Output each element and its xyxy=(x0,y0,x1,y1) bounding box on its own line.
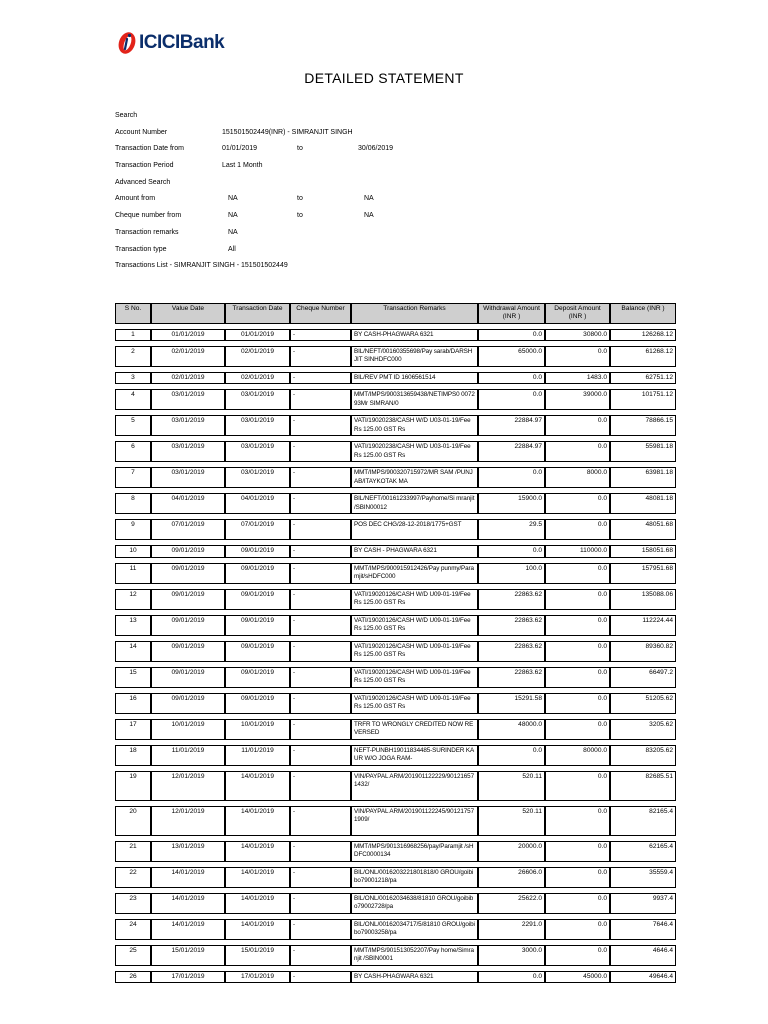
cell-balance: 48051.68 xyxy=(610,519,676,540)
cell-transaction-date: 02/01/2019 xyxy=(225,346,290,367)
amount-label: Amount from xyxy=(115,195,156,203)
cell-sno: 26 xyxy=(115,971,151,983)
cell-remarks: BY CASH-PHAGWARA 6321 xyxy=(351,329,478,341)
table-row xyxy=(115,329,676,341)
cell-sno: 21 xyxy=(115,841,151,862)
cell-deposit: 30800.0 xyxy=(545,329,610,341)
cell-withdrawal: 15900.0 xyxy=(478,493,545,514)
cell-remarks: VATI/19020238/CASH W/D U03-01-19/Fee Rs 125.00 GST Rs xyxy=(351,415,478,436)
cell-withdrawal: 0.0 xyxy=(478,389,545,410)
cell-sno: 4 xyxy=(115,389,151,410)
cell-value-date: 03/01/2019 xyxy=(151,415,225,436)
cell-deposit: 0.0 xyxy=(545,841,610,862)
cell-deposit: 0.0 xyxy=(545,493,610,514)
cell-cheque-number: - xyxy=(290,771,351,801)
table-row xyxy=(115,563,676,584)
table-row xyxy=(115,641,676,662)
cell-value-date: 14/01/2019 xyxy=(151,893,225,914)
cell-value-date: 09/01/2019 xyxy=(151,667,225,688)
cell-transaction-date: 02/01/2019 xyxy=(225,372,290,384)
cell-cheque-number: - xyxy=(290,589,351,610)
cell-transaction-date: 07/01/2019 xyxy=(225,519,290,540)
cell-balance: 9937.4 xyxy=(610,893,676,914)
col-header-withdrawal: Withdrawal Amount (INR ) xyxy=(478,303,545,324)
table-row xyxy=(115,346,676,367)
cell-balance: 101751.12 xyxy=(610,389,676,410)
cell-transaction-date: 09/01/2019 xyxy=(225,693,290,714)
cell-remarks: VATI/19020126/CASH W/D U09-01-19/Fee Rs 125.00 GST Rs xyxy=(351,589,478,610)
cell-cheque-number: - xyxy=(290,841,351,862)
advanced-search-label: Advanced Search xyxy=(115,178,171,186)
bank-name-suffix: Bank xyxy=(179,32,225,53)
cell-remarks: BY CASH - PHAGWARA 6321 xyxy=(351,545,478,557)
date-from-label: Transaction Date from xyxy=(115,145,184,153)
cell-transaction-date: 09/01/2019 xyxy=(225,563,290,584)
cell-withdrawal: 65000.0 xyxy=(478,346,545,367)
cell-withdrawal: 29.5 xyxy=(478,519,545,540)
cell-transaction-date: 03/01/2019 xyxy=(225,389,290,410)
cell-cheque-number: - xyxy=(290,745,351,766)
cell-sno: 19 xyxy=(115,771,151,801)
cell-transaction-date: 03/01/2019 xyxy=(225,467,290,488)
cell-sno: 15 xyxy=(115,667,151,688)
date-to-value: 30/06/2019 xyxy=(358,145,394,153)
cell-sno: 10 xyxy=(115,545,151,557)
cell-value-date: 09/01/2019 xyxy=(151,563,225,584)
cell-remarks: NEFT-PUNBH19011834485-SURINDER KAUR W/O JOGA RAM- xyxy=(351,745,478,766)
table-row xyxy=(115,545,676,557)
table-row xyxy=(115,771,676,801)
remarks-label: Transaction remarks xyxy=(115,228,179,236)
cell-balance: 89360.82 xyxy=(610,641,676,662)
col-header-deposit: Deposit Amount (INR ) xyxy=(545,303,610,324)
cell-deposit: 0.0 xyxy=(545,641,610,662)
cell-transaction-date: 14/01/2019 xyxy=(225,841,290,862)
cell-remarks: VATI/19020126/CASH W/D U09-01-19/Fee Rs 125.00 GST Rs xyxy=(351,693,478,714)
cell-balance: 135088.06 xyxy=(610,589,676,610)
cell-sno: 23 xyxy=(115,893,151,914)
cell-balance: 83205.62 xyxy=(610,745,676,766)
cell-balance: 82685.51 xyxy=(610,771,676,801)
cell-value-date: 09/01/2019 xyxy=(151,641,225,662)
cell-transaction-date: 17/01/2019 xyxy=(225,971,290,983)
cell-cheque-number: - xyxy=(290,329,351,341)
cell-remarks: BIL/NEFT/00161233997/Payhome/Si mranjit /SBIN00012 xyxy=(351,493,478,514)
cell-transaction-date: 09/01/2019 xyxy=(225,545,290,557)
cell-value-date: 12/01/2019 xyxy=(151,771,225,801)
cell-deposit: 0.0 xyxy=(545,346,610,367)
period-label: Transaction Period xyxy=(115,162,174,170)
cell-remarks: VATI/19020126/CASH W/D U09-01-19/Fee Rs 125.00 GST Rs xyxy=(351,641,478,662)
cell-sno: 22 xyxy=(115,867,151,888)
cell-deposit: 0.0 xyxy=(545,945,610,966)
cell-remarks: MMT/IMPS/901316968256/pay/Paramjit /sHDFC0000134 xyxy=(351,841,478,862)
col-header-sno: S No. xyxy=(115,303,151,324)
cell-withdrawal: 22863.62 xyxy=(478,589,545,610)
cell-deposit: 0.0 xyxy=(545,415,610,436)
cell-balance: 62751.12 xyxy=(610,372,676,384)
cell-remarks: BY CASH-PHAGWARA 6321 xyxy=(351,971,478,983)
cell-balance: 112224.44 xyxy=(610,615,676,636)
table-row xyxy=(115,945,676,966)
cell-remarks: VATI/19020126/CASH W/D U09-01-19/Fee Rs 125.00 GST Rs xyxy=(351,667,478,688)
cell-withdrawal: 48000.0 xyxy=(478,719,545,740)
cheque-to-label: to xyxy=(297,212,303,220)
cheque-from-value: NA xyxy=(228,212,238,220)
cell-sno: 3 xyxy=(115,372,151,384)
cell-withdrawal: 520.11 xyxy=(478,771,545,801)
cell-cheque-number: - xyxy=(290,467,351,488)
cell-value-date: 01/01/2019 xyxy=(151,329,225,341)
cell-sno: 17 xyxy=(115,719,151,740)
table-row xyxy=(115,867,676,888)
cell-cheque-number: - xyxy=(290,441,351,462)
col-header-transaction-date: Transaction Date xyxy=(225,303,290,324)
cell-deposit: 110000.0 xyxy=(545,545,610,557)
col-header-value-date: Value Date xyxy=(151,303,225,324)
cell-transaction-date: 03/01/2019 xyxy=(225,415,290,436)
cell-sno: 5 xyxy=(115,415,151,436)
cell-transaction-date: 14/01/2019 xyxy=(225,771,290,801)
cell-deposit: 0.0 xyxy=(545,867,610,888)
cell-cheque-number: - xyxy=(290,867,351,888)
cell-value-date: 02/01/2019 xyxy=(151,346,225,367)
cell-sno: 18 xyxy=(115,745,151,766)
cell-withdrawal: 22884.97 xyxy=(478,441,545,462)
cell-transaction-date: 14/01/2019 xyxy=(225,919,290,940)
cell-sno: 8 xyxy=(115,493,151,514)
cell-balance: 66497.2 xyxy=(610,667,676,688)
date-to-label: to xyxy=(297,145,303,153)
col-header-balance: Balance (INR ) xyxy=(610,303,676,324)
cell-withdrawal: 100.0 xyxy=(478,563,545,584)
cell-value-date: 11/01/2019 xyxy=(151,745,225,766)
cell-transaction-date: 14/01/2019 xyxy=(225,867,290,888)
table-row xyxy=(115,467,676,488)
cell-sno: 16 xyxy=(115,693,151,714)
cell-remarks: MMT/IMPS/901513052207/Pay home/Simranjit /SBIN0001 xyxy=(351,945,478,966)
cell-transaction-date: 09/01/2019 xyxy=(225,641,290,662)
cell-transaction-date: 04/01/2019 xyxy=(225,493,290,514)
transactions-table xyxy=(115,298,676,988)
cell-cheque-number: - xyxy=(290,493,351,514)
table-row xyxy=(115,493,676,514)
amount-to-label: to xyxy=(297,195,303,203)
page-title: DETAILED STATEMENT xyxy=(304,70,464,86)
cell-balance: 51205.62 xyxy=(610,693,676,714)
cell-balance: 4646.4 xyxy=(610,945,676,966)
table-row xyxy=(115,589,676,610)
cell-remarks: VATI/19020126/CASH W/D U09-01-19/Fee Rs 125.00 GST Rs xyxy=(351,615,478,636)
cell-cheque-number: - xyxy=(290,641,351,662)
account-value: 151501502449(INR) - SIMRANJIT SINGH xyxy=(222,128,353,136)
cell-value-date: 09/01/2019 xyxy=(151,615,225,636)
cell-remarks: MMT/IMPS/900915912426/Pay punmy/Paramjit/sHDFC000 xyxy=(351,563,478,584)
cell-cheque-number: - xyxy=(290,389,351,410)
table-row xyxy=(115,441,676,462)
search-criteria xyxy=(115,112,675,279)
table-row xyxy=(115,971,676,983)
cheque-to-value: NA xyxy=(364,212,374,220)
cell-cheque-number: - xyxy=(290,615,351,636)
cell-withdrawal: 2291.0 xyxy=(478,919,545,940)
cell-sno: 9 xyxy=(115,519,151,540)
cell-balance: 157951.68 xyxy=(610,563,676,584)
cheque-label: Cheque number from xyxy=(115,212,182,220)
cell-cheque-number: - xyxy=(290,945,351,966)
cell-transaction-date: 03/01/2019 xyxy=(225,441,290,462)
cell-cheque-number: - xyxy=(290,372,351,384)
cell-deposit: 1483.0 xyxy=(545,372,610,384)
cell-withdrawal: 22884.97 xyxy=(478,415,545,436)
cell-withdrawal: 520.11 xyxy=(478,806,545,836)
cell-remarks: VIN/PAYPAL ARM/201901122229/901216571432/ xyxy=(351,771,478,801)
table-body xyxy=(115,329,676,983)
cell-cheque-number: - xyxy=(290,545,351,557)
cell-value-date: 03/01/2019 xyxy=(151,467,225,488)
col-header-remarks: Transaction Remarks xyxy=(351,303,478,324)
cell-cheque-number: - xyxy=(290,806,351,836)
cell-withdrawal: 0.0 xyxy=(478,329,545,341)
cell-sno: 24 xyxy=(115,919,151,940)
cell-deposit: 0.0 xyxy=(545,615,610,636)
cell-value-date: 14/01/2019 xyxy=(151,867,225,888)
cell-remarks: VIN/PAYPAL ARM/201901122245/901217571909/ xyxy=(351,806,478,836)
table-row xyxy=(115,615,676,636)
cell-value-date: 07/01/2019 xyxy=(151,519,225,540)
remarks-value: NA xyxy=(228,228,238,236)
date-from-value: 01/01/2019 xyxy=(222,145,258,153)
table-row xyxy=(115,693,676,714)
cell-sno: 11 xyxy=(115,563,151,584)
cell-transaction-date: 01/01/2019 xyxy=(225,329,290,341)
cell-balance: 7646.4 xyxy=(610,919,676,940)
cell-withdrawal: 0.0 xyxy=(478,745,545,766)
cell-balance: 78866.15 xyxy=(610,415,676,436)
bank-name-brand: ICICI xyxy=(139,32,180,53)
cell-sno: 13 xyxy=(115,615,151,636)
cell-balance: 126268.12 xyxy=(610,329,676,341)
cell-withdrawal: 0.0 xyxy=(478,545,545,557)
table-row xyxy=(115,415,676,436)
cell-sno: 12 xyxy=(115,589,151,610)
cell-deposit: 0.0 xyxy=(545,693,610,714)
cell-cheque-number: - xyxy=(290,719,351,740)
cell-withdrawal: 20000.0 xyxy=(478,841,545,862)
cell-value-date: 15/01/2019 xyxy=(151,945,225,966)
cell-value-date: 04/01/2019 xyxy=(151,493,225,514)
cell-deposit: 0.0 xyxy=(545,589,610,610)
cell-remarks: MMT/IMPS/900313659438/NETIMPS0 007293Mr SIMRAN/0 xyxy=(351,389,478,410)
cell-balance: 63981.18 xyxy=(610,467,676,488)
cell-cheque-number: - xyxy=(290,415,351,436)
table-header-row xyxy=(115,303,676,324)
cell-transaction-date: 11/01/2019 xyxy=(225,745,290,766)
cell-balance: 61268.12 xyxy=(610,346,676,367)
cell-deposit: 8000.0 xyxy=(545,467,610,488)
cell-transaction-date: 10/01/2019 xyxy=(225,719,290,740)
cell-transaction-date: 14/01/2019 xyxy=(225,806,290,836)
table-row xyxy=(115,667,676,688)
cell-transaction-date: 09/01/2019 xyxy=(225,589,290,610)
cell-withdrawal: 22863.62 xyxy=(478,641,545,662)
cell-sno: 6 xyxy=(115,441,151,462)
cell-remarks: POS DEC CHG/28-12-2018/1775+GST xyxy=(351,519,478,540)
cell-balance: 158051.68 xyxy=(610,545,676,557)
cell-deposit: 0.0 xyxy=(545,441,610,462)
cell-remarks: VATI/19020238/CASH W/D U03-01-19/Fee Rs 125.00 GST Rs xyxy=(351,441,478,462)
cell-cheque-number: - xyxy=(290,693,351,714)
table-row xyxy=(115,519,676,540)
type-label: Transaction type xyxy=(115,245,167,253)
cell-balance: 82165.4 xyxy=(610,806,676,836)
table-row xyxy=(115,389,676,410)
cell-remarks: BIL/REV PMT ID 1606561514 xyxy=(351,372,478,384)
search-heading: Search xyxy=(115,112,138,119)
table-row xyxy=(115,919,676,940)
cell-value-date: 10/01/2019 xyxy=(151,719,225,740)
table-row xyxy=(115,893,676,914)
bank-logo xyxy=(117,30,224,56)
cell-value-date: 03/01/2019 xyxy=(151,389,225,410)
table-row xyxy=(115,372,676,384)
cell-balance: 55981.18 xyxy=(610,441,676,462)
cell-deposit: 0.0 xyxy=(545,563,610,584)
period-value: Last 1 Month xyxy=(222,162,263,170)
cell-sno: 20 xyxy=(115,806,151,836)
cell-deposit: 0.0 xyxy=(545,771,610,801)
cell-remarks: BIL/ONL/00162034638/81810 GROU/goibibo79002728/pa xyxy=(351,893,478,914)
cell-balance: 3205.62 xyxy=(610,719,676,740)
type-value: All xyxy=(228,245,236,253)
cell-deposit: 0.0 xyxy=(545,919,610,940)
cell-transaction-date: 15/01/2019 xyxy=(225,945,290,966)
cell-cheque-number: - xyxy=(290,346,351,367)
transactions-list-label: Transactions List - SIMRANJIT SINGH - 151501502449 xyxy=(115,262,288,270)
cell-cheque-number: - xyxy=(290,971,351,983)
cell-value-date: 02/01/2019 xyxy=(151,372,225,384)
cell-cheque-number: - xyxy=(290,563,351,584)
cell-transaction-date: 09/01/2019 xyxy=(225,615,290,636)
cell-cheque-number: - xyxy=(290,667,351,688)
cell-withdrawal: 0.0 xyxy=(478,372,545,384)
cell-balance: 35559.4 xyxy=(610,867,676,888)
cell-transaction-date: 09/01/2019 xyxy=(225,667,290,688)
cell-deposit: 0.0 xyxy=(545,719,610,740)
cell-withdrawal: 22863.62 xyxy=(478,667,545,688)
cell-value-date: 03/01/2019 xyxy=(151,441,225,462)
cell-balance: 49646.4 xyxy=(610,971,676,983)
cell-value-date: 09/01/2019 xyxy=(151,545,225,557)
bank-name xyxy=(139,32,224,54)
cell-value-date: 17/01/2019 xyxy=(151,971,225,983)
icici-logo-icon xyxy=(117,31,137,55)
cell-value-date: 13/01/2019 xyxy=(151,841,225,862)
cell-deposit: 0.0 xyxy=(545,519,610,540)
cell-sno: 1 xyxy=(115,329,151,341)
col-header-cheque-number: Cheque Number xyxy=(290,303,351,324)
account-label: Account Number xyxy=(115,128,168,136)
cell-withdrawal: 3000.0 xyxy=(478,945,545,966)
cell-remarks: BIL/ONL/0016203221801818/0 GROU/goibibo79001218/pa xyxy=(351,867,478,888)
cell-deposit: 39000.0 xyxy=(545,389,610,410)
cell-withdrawal: 22863.62 xyxy=(478,615,545,636)
cell-sno: 25 xyxy=(115,945,151,966)
amount-from-value: NA xyxy=(228,195,238,203)
cell-withdrawal: 0.0 xyxy=(478,467,545,488)
cell-balance: 62165.4 xyxy=(610,841,676,862)
cell-remarks: BIL/ONL/00162034717/5/81810 GROU/goibibo79003258/pa xyxy=(351,919,478,940)
table-row xyxy=(115,806,676,836)
cell-value-date: 09/01/2019 xyxy=(151,589,225,610)
cell-transaction-date: 14/01/2019 xyxy=(225,893,290,914)
cell-deposit: 80000.0 xyxy=(545,745,610,766)
cell-remarks: BIL/NEFT/00160355698/Pay sarab/DARSHJIT SINHDFC000 xyxy=(351,346,478,367)
cell-value-date: 09/01/2019 xyxy=(151,693,225,714)
cell-withdrawal: 25622.0 xyxy=(478,893,545,914)
cell-deposit: 0.0 xyxy=(545,667,610,688)
cell-value-date: 12/01/2019 xyxy=(151,806,225,836)
cell-withdrawal: 26606.0 xyxy=(478,867,545,888)
cell-deposit: 0.0 xyxy=(545,806,610,836)
table-row xyxy=(115,719,676,740)
cell-deposit: 0.0 xyxy=(545,893,610,914)
cell-withdrawal: 0.0 xyxy=(478,971,545,983)
cell-remarks: MMT/IMPS/900320715972/MR SAM /PUNJAB/ITAYKOTAK MA xyxy=(351,467,478,488)
cell-value-date: 14/01/2019 xyxy=(151,919,225,940)
table-row xyxy=(115,841,676,862)
cell-cheque-number: - xyxy=(290,919,351,940)
table-row xyxy=(115,745,676,766)
cell-withdrawal: 15291.58 xyxy=(478,693,545,714)
cell-deposit: 45000.0 xyxy=(545,971,610,983)
cell-sno: 7 xyxy=(115,467,151,488)
cell-cheque-number: - xyxy=(290,519,351,540)
cell-balance: 48081.18 xyxy=(610,493,676,514)
cell-sno: 14 xyxy=(115,641,151,662)
cell-sno: 2 xyxy=(115,346,151,367)
amount-to-value: NA xyxy=(364,195,374,203)
cell-remarks: TRFR TO WRONGLY CREDITED NOW REVERSED xyxy=(351,719,478,740)
cell-cheque-number: - xyxy=(290,893,351,914)
